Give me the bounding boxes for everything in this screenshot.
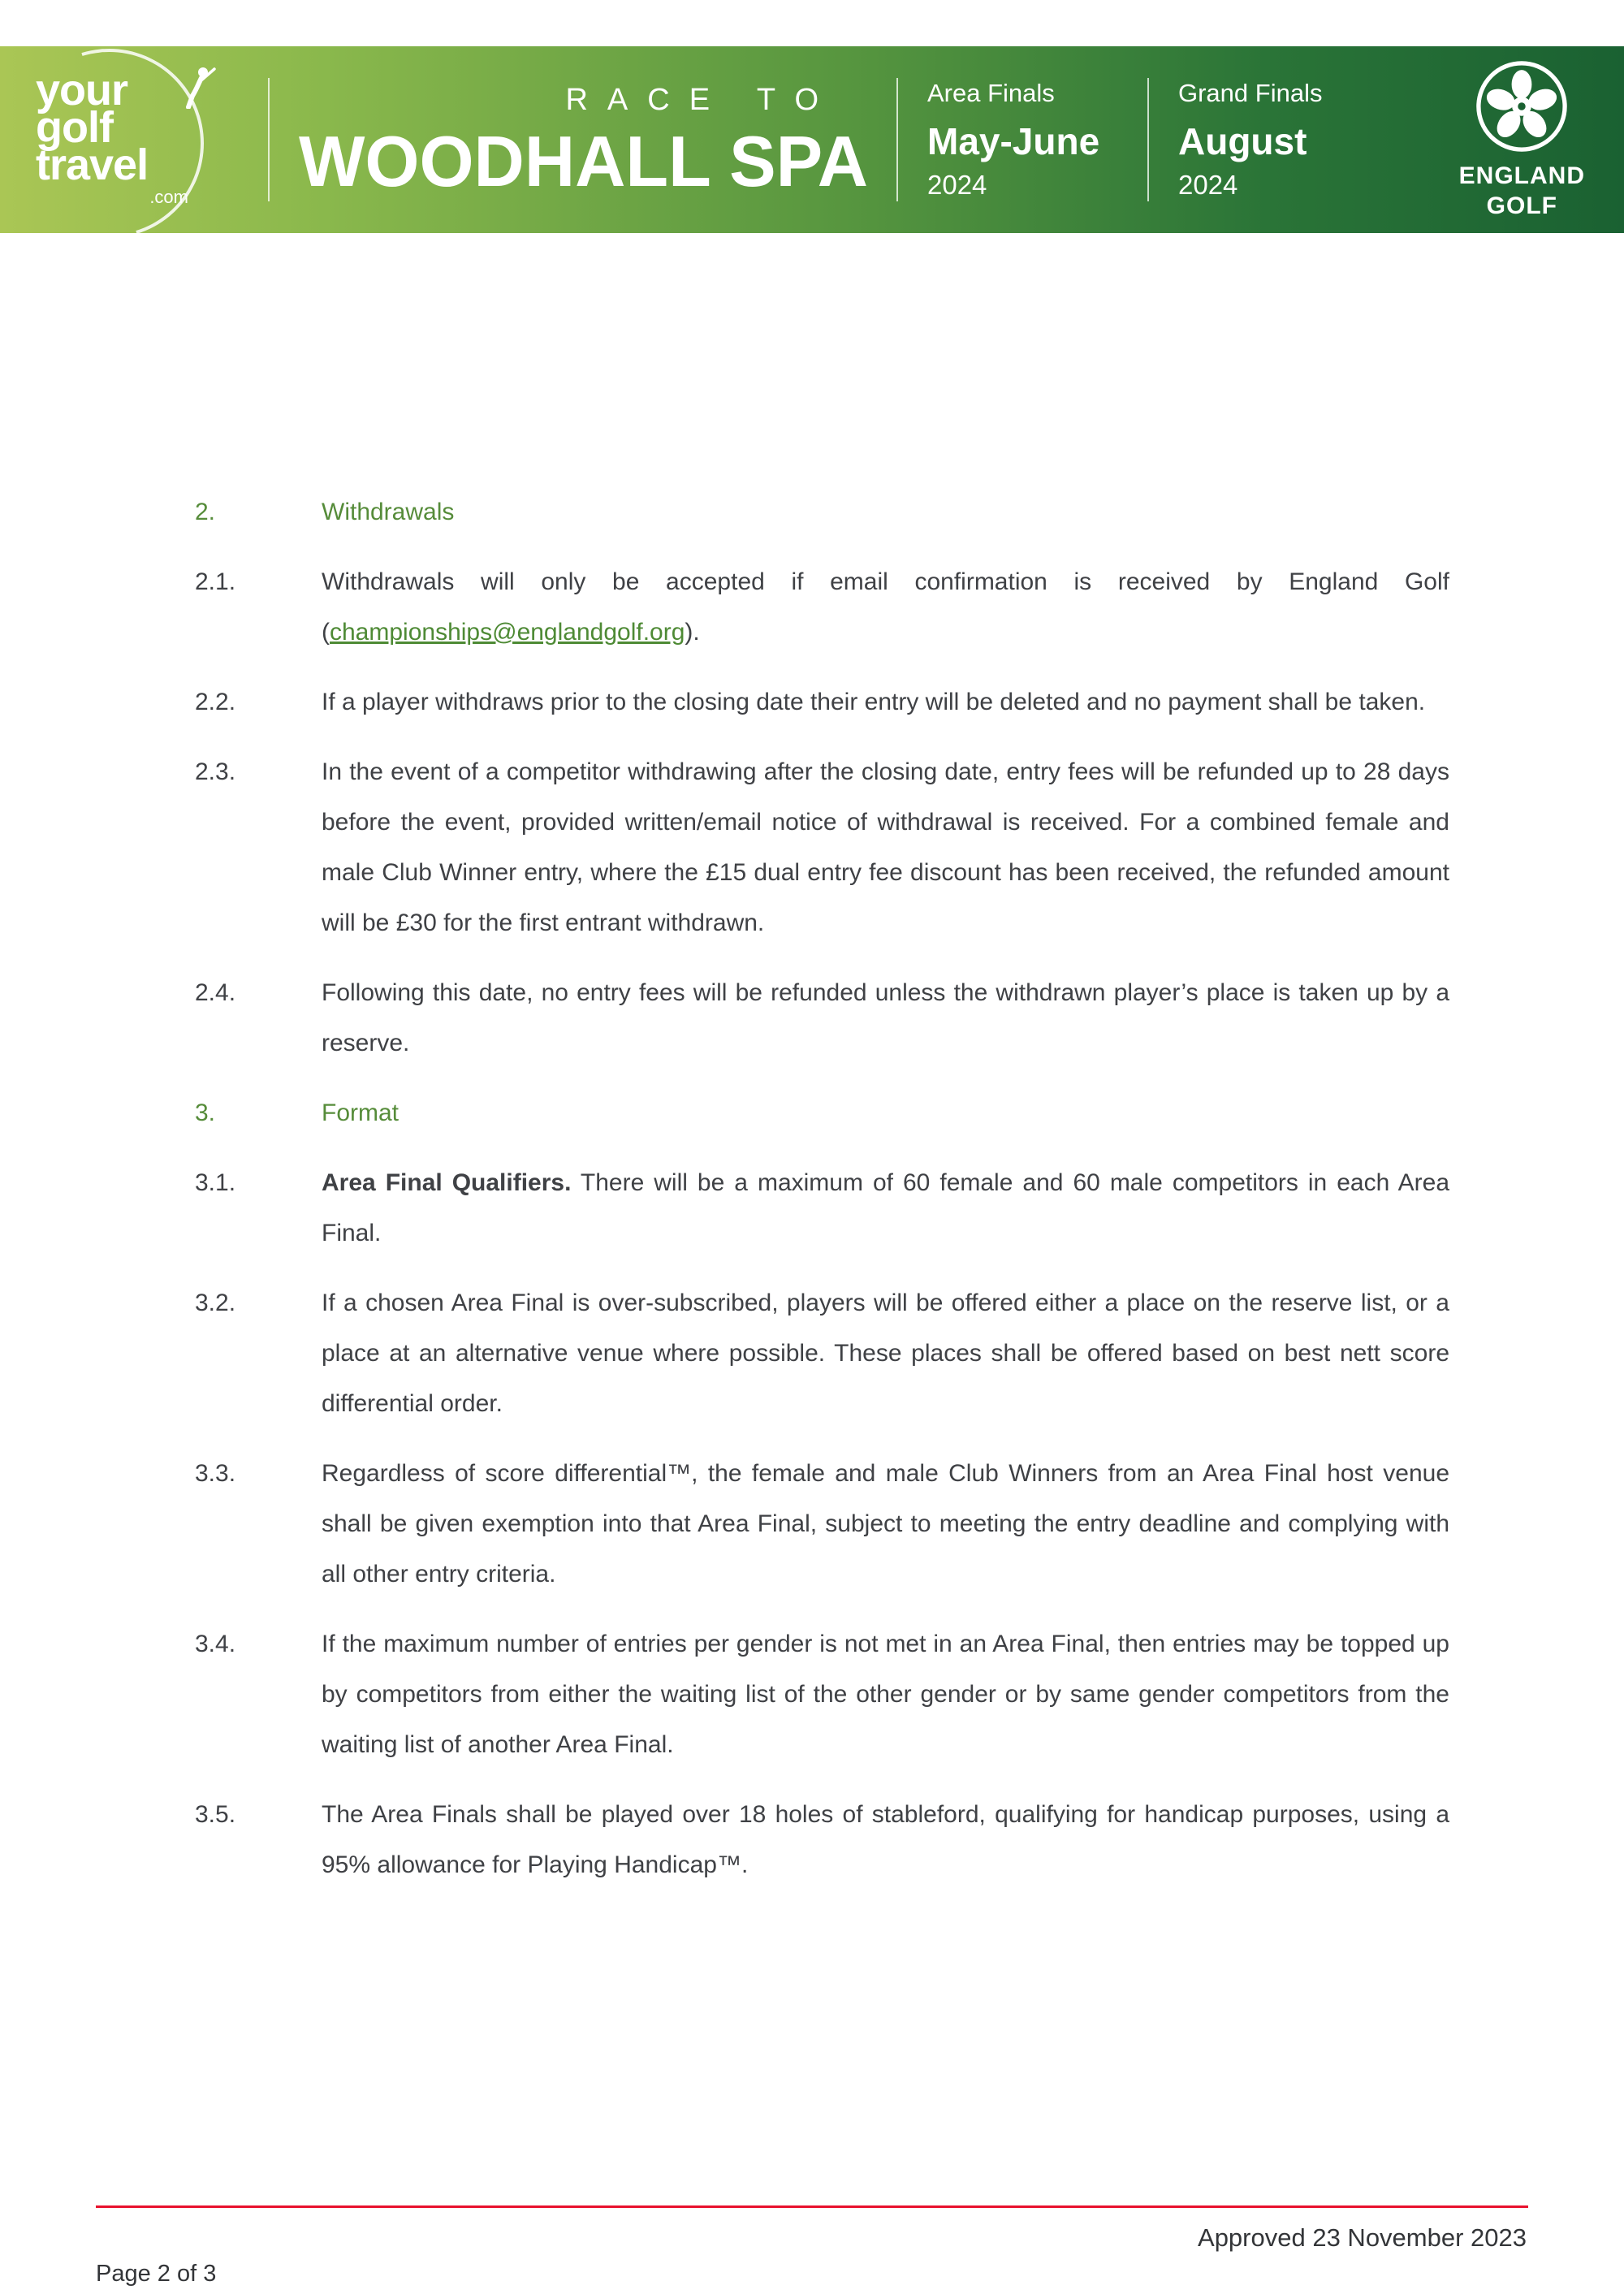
logo-word-travel: travel [36,140,149,189]
england-golf-rose-icon [1474,58,1570,154]
clause-text: In the event of a competitor withdrawing after the closing date, entry fees will be refunded up to 28 days before the event, provided written/email notice of withdrawal is received. For a combined female and male Club Winner entry, where the £15 dual entry fee discount has been received, the refunded amount will be £30 for the first entrant withdrawn. [322,758,1449,936]
email-link[interactable]: championships@englandgolf.org [330,619,685,646]
clause-number: 3.2. [195,1290,236,1316]
clause-3-4 [195,1619,1449,1770]
woodhall-spa-text: WOODHALL SPA [299,120,869,201]
race-to-woodhall-spa-title [299,82,869,201]
clause-number: 3.3. [195,1460,236,1487]
area-finals-block [927,79,1118,201]
clause-2-4 [195,968,1449,1069]
section-number: 2. [195,499,216,525]
section-number: 3. [195,1099,216,1126]
clause-text-prefix: Withdrawals will only be accepted if email confirmation is received by England Golf ( [322,568,1449,646]
your-golf-travel-logo [24,66,239,208]
banner-divider [268,78,270,201]
logo-word-your: your [36,66,128,114]
footer-divider-rule [96,2205,1528,2208]
approved-date: Approved 23 November 2023 [1198,2223,1527,2252]
england-golf-logo [1459,58,1600,222]
area-finals-year: 2024 [927,170,987,200]
grand-finals-year: 2024 [1178,170,1238,200]
clause-text: Regardless of score differential™, the female and male Club Winners from an Area Final host venue shall be given exemption into that Area Final, subject to meeting the entry deadline and complying with all other entry criteria. [322,1460,1449,1588]
section-heading-format [195,1088,1449,1138]
clause-number: 3.4. [195,1631,236,1657]
clause-3-5 [195,1790,1449,1890]
clause-text-body: There will be a maximum of 60 female and 60 male competitors in each Area Final. [322,1169,1449,1246]
england-text: ENGLAND [1458,162,1585,189]
grand-finals-label: Grand Finals [1178,79,1323,107]
clause-text-suffix: ). [685,619,700,646]
banner-divider [896,78,898,201]
grand-finals-block [1178,79,1369,201]
section-title: Format [322,1099,400,1126]
clause-number: 3.1. [195,1169,236,1196]
area-finals-label: Area Finals [927,79,1055,107]
clause-3-1 [195,1158,1449,1259]
document-content [195,487,1449,1910]
clause-text [322,1158,1449,1259]
clause-number: 2.1. [195,568,236,595]
clause-text: Following this date, no entry fees will be refunded unless the withdrawn player’s place is taken up by a reserve. [322,979,1449,1056]
clause-3-2 [195,1278,1449,1429]
page-number: Page 2 of 3 [96,2261,217,2287]
clause-2-2 [195,677,1449,728]
golf-text: GOLF [1486,192,1557,219]
clause-lead-bold: Area Final Qualifiers. [322,1169,572,1196]
grand-finals-period: August [1178,120,1307,162]
clause-3-3 [195,1449,1449,1600]
clause-2-1 [195,557,1449,658]
section-title: Withdrawals [322,499,455,525]
area-finals-period: May-June [927,120,1100,162]
england-golf-wordmark [1459,161,1585,222]
banner-divider [1147,78,1149,201]
logo-word-golf: golf [36,103,113,152]
header-banner [0,46,1624,233]
clause-number: 2.2. [195,689,236,715]
clause-text: If a player withdraws prior to the closing date their entry will be deleted and no payment shall be taken. [322,689,1426,715]
clause-number: 2.3. [195,758,236,785]
race-to-text: RACE TO [565,82,838,117]
clause-number: 2.4. [195,979,236,1006]
clause-text: The Area Finals shall be played over 18 holes of stableford, qualifying for handicap purposes, using a 95% allowance for Playing Handicap™. [322,1801,1449,1878]
clause-text: If the maximum number of entries per gender is not met in an Area Final, then entries may be topped up by competitors from either the waiting list of the other gender or by same gender competitors from the waiting list of another Area Final. [322,1631,1449,1758]
clause-number: 3.5. [195,1801,236,1828]
clause-text: If a chosen Area Final is over-subscribed, players will be offered either a place on the reserve list, or a place at an alternative venue where possible. These places shall be offered based on best nett score differential order. [322,1290,1449,1417]
header-banner-inner [0,46,1624,233]
golfer-icon [180,67,216,109]
section-heading-withdrawals [195,487,1449,538]
logo-dot-com: .com [149,187,188,207]
clause-2-3 [195,747,1449,948]
clause-text [322,557,1449,658]
